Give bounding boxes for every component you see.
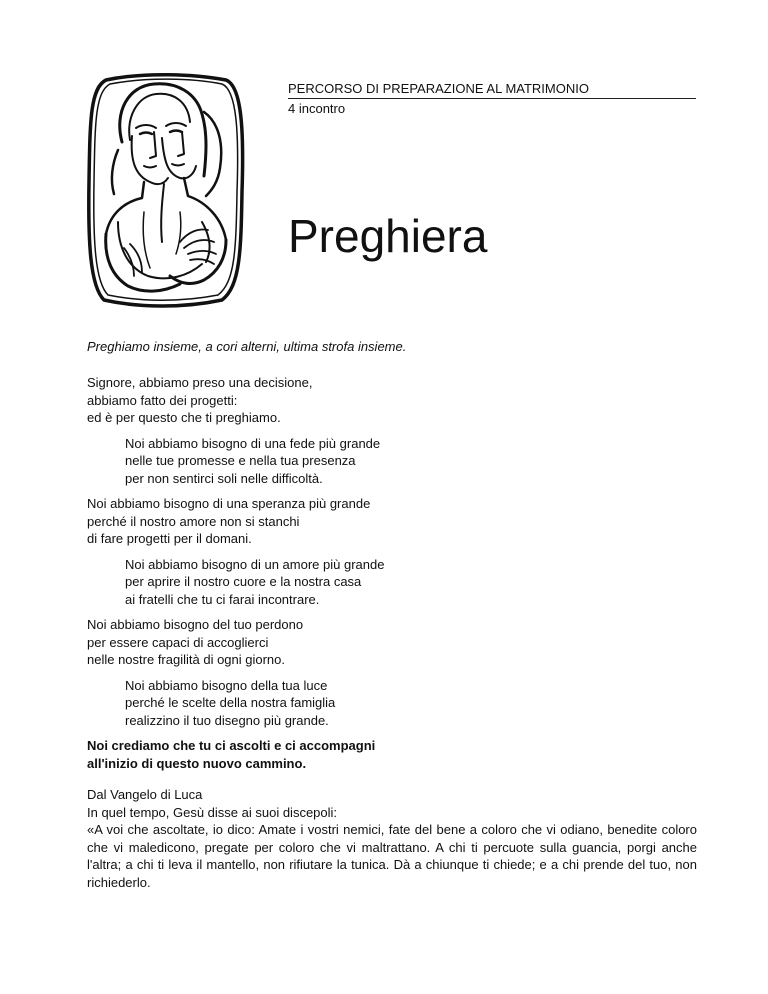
prayer-line: ed è per questo che ti preghiamo.	[87, 410, 281, 425]
prayer-line: perché il nostro amore non si stanchi	[87, 513, 300, 529]
document-header	[288, 80, 696, 117]
prayer-line: per non sentirci soli nelle difficoltà.	[125, 470, 323, 486]
prayer-line: realizzino il tuo disegno più grande.	[125, 712, 329, 728]
prayer-line: abbiamo fatto dei progetti:	[87, 392, 238, 408]
prayer-line: Noi abbiamo bisogno di una speranza più grande	[87, 496, 371, 511]
gospel-intro: In quel tempo, Gesù disse ai suoi discepoli:	[87, 804, 338, 820]
prayer-line: Signore, abbiamo preso una decisione,	[87, 375, 313, 390]
prayer-line: Noi abbiamo bisogno del tuo perdono	[87, 617, 304, 632]
page-title: Preghiera	[288, 210, 488, 262]
gospel-section	[87, 786, 697, 891]
prayer-line: Noi abbiamo bisogno della tua luce	[125, 677, 328, 693]
prayer-stanza	[87, 495, 697, 548]
prayer-stanza-final	[87, 737, 697, 772]
prayer-instruction: Preghiamo insieme, a cori alterni, ultima strofa insieme.	[87, 339, 407, 354]
prayer-stanza	[87, 677, 697, 730]
prayer-stanza	[87, 374, 697, 427]
prayer-line: all'inizio di questo nuovo cammino.	[87, 755, 307, 771]
prayer-line: di fare progetti per il domani.	[87, 531, 252, 546]
prayer-line: Noi abbiamo bisogno di una fede più grande	[125, 435, 381, 451]
prayer-stanza	[87, 435, 697, 488]
prayer-line: perché le scelte della nostra famiglia	[125, 695, 336, 710]
prayer-text	[87, 374, 697, 780]
couple-embrace-sketch-icon	[84, 72, 246, 308]
session-label: 4 incontro	[288, 101, 346, 116]
prayer-line: per aprire il nostro cuore e la nostra casa	[125, 574, 362, 589]
prayer-line: nelle nostre fragilità di ogni giorno.	[87, 652, 286, 667]
prayer-line: ai fratelli che tu ci farai incontrare.	[125, 591, 320, 607]
gospel-text: «A voi che ascoltate, io dico: Amate i vostri nemici, fate del bene a coloro che vi odiano, benedite coloro che vi maledicono, pregate per coloro che vi maltrattano. A chi ti percuote sulla guancia, porgi anche l'altra; a chi ti leva il mantello, non rifiutare la tunica. Dà a chiunque ti chiede; e a chi prende del tuo, non richiederlo.	[87, 822, 697, 890]
prayer-line: nelle tue promesse e nella tua presenza	[125, 453, 356, 468]
series-title: PERCORSO DI PREPARAZIONE AL MATRIMONIO	[288, 80, 696, 99]
gospel-source: Dal Vangelo di Luca	[87, 787, 203, 802]
prayer-line: Noi crediamo che tu ci ascolti e ci accompagni	[87, 738, 376, 753]
prayer-stanza	[87, 616, 697, 669]
prayer-line: per essere capaci di accoglierci	[87, 634, 269, 650]
prayer-line: Noi abbiamo bisogno di un amore più grande	[125, 556, 385, 572]
prayer-stanza	[87, 556, 697, 609]
